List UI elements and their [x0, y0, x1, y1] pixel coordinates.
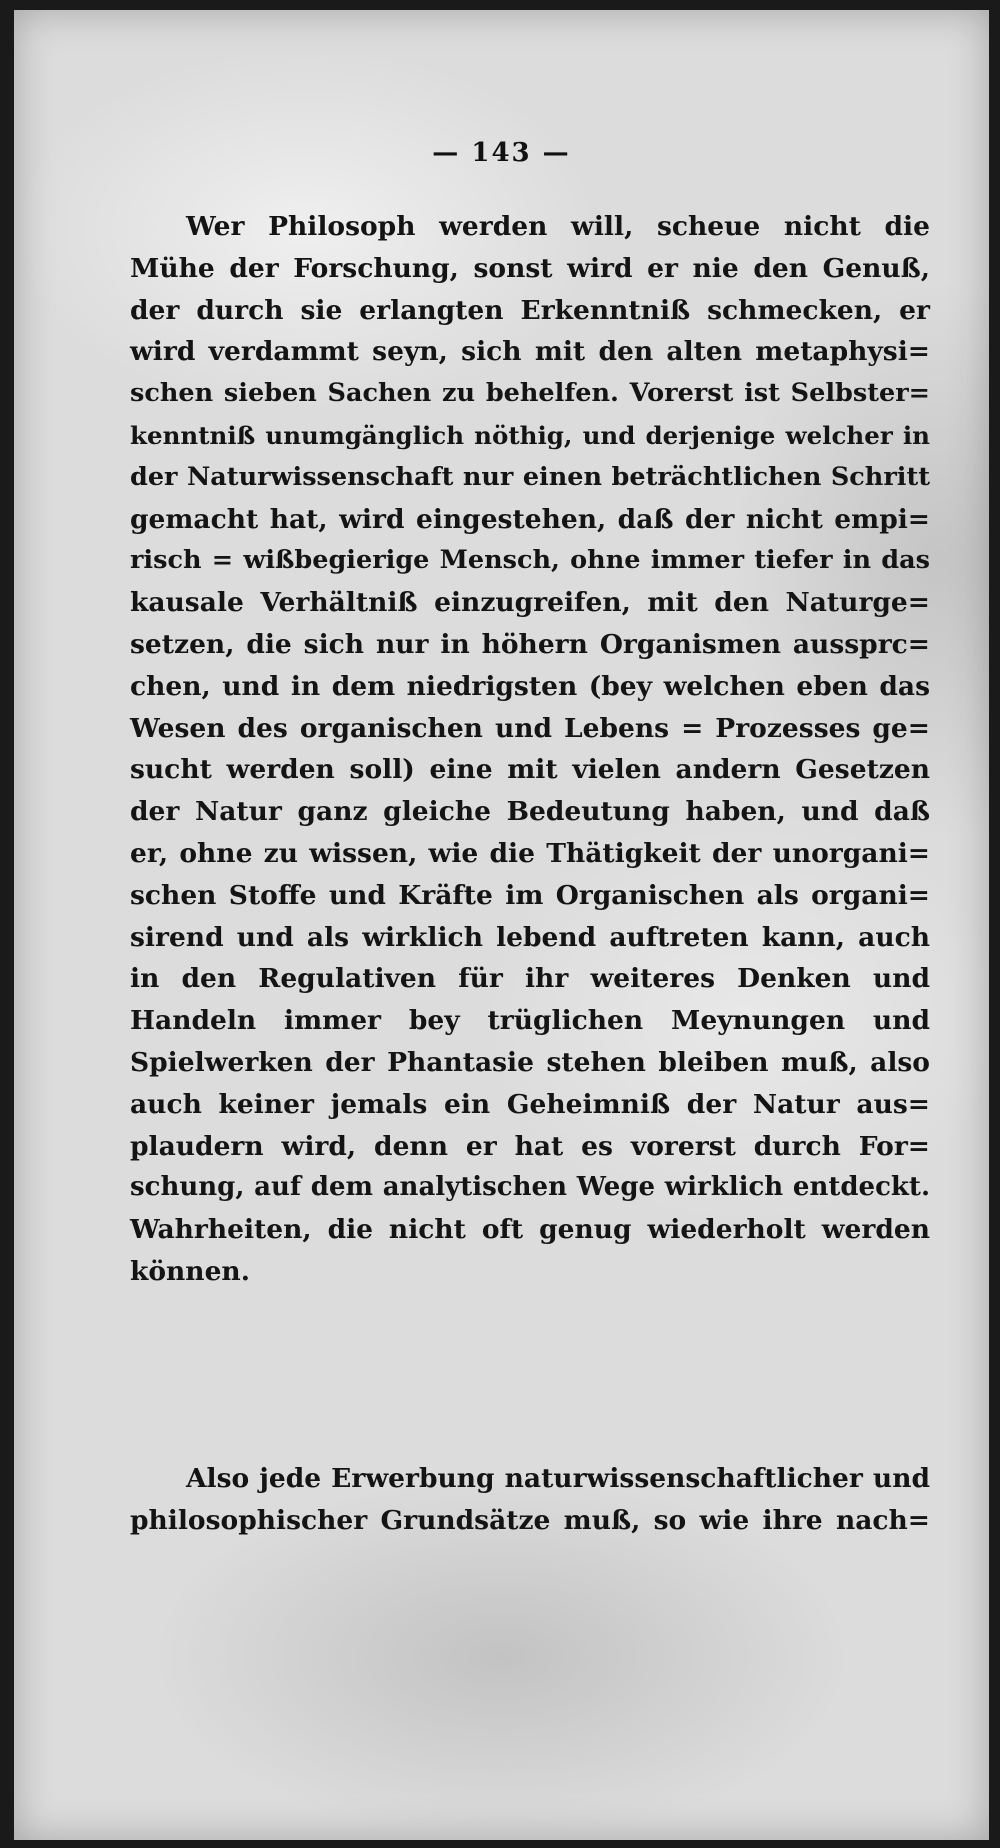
page-number: — 143 — — [432, 138, 571, 168]
paragraph-2 — [130, 1458, 930, 1542]
text-line: Wahrheiten, die nicht oft genug wiederholt werden — [130, 1214, 930, 1246]
text-line: kenntniß unumgänglich nöthig, und derjenige welcher in — [130, 420, 930, 450]
text-line: sucht werden soll) eine mit vielen andern Gesetzen — [130, 754, 930, 786]
text-line: chen, und in dem niedrigsten (bey welchen eben das — [130, 670, 930, 702]
text-line: Also jede Erwerbung naturwissenschaftlicher und — [186, 1463, 930, 1494]
text-line: er, ohne zu wissen, wie die Thätigkeit der unorgani= — [130, 837, 930, 869]
text-line: in den Regulativen für ihr weiteres Denken und — [130, 963, 930, 995]
text-line: der durch sie erlangten Erkenntniß schmecken, er — [130, 294, 930, 326]
text-line: der Naturwissenschaft nur einen beträchtlichen Schritt — [130, 461, 930, 492]
text-line: philosophischer Grundsätze muß, so wie ihre nach= — [130, 1504, 930, 1536]
text-line: auch keiner jemals ein Geheimniß der Natur aus= — [130, 1088, 930, 1120]
text-line: setzen, die sich nur in höhern Organismen aussprc= — [130, 628, 930, 660]
paragraph-1 — [130, 206, 930, 1293]
text-line: sirend und als wirklich lebend auftreten kann, auch — [130, 921, 930, 953]
text-line: können. — [130, 1255, 250, 1287]
text-line: Handeln immer bey trüglichen Meynungen und — [130, 1005, 930, 1037]
text-line: schen sieben Sachen zu behelfen. Vorerst ist Selbster= — [130, 378, 930, 409]
text-line: kausale Verhältniß einzugreifen, mit den Naturge= — [130, 587, 930, 619]
text-line: risch = wißbegierige Mensch, ohne immer tiefer in das — [130, 545, 930, 576]
text-line: wird verdammt seyn, sich mit den alten metaphysi= — [130, 336, 930, 368]
text-line: plaudern wird, denn er hat es vorerst durch For= — [130, 1130, 930, 1162]
text-line: der Natur ganz gleiche Bedeutung haben, und daß — [130, 796, 930, 828]
text-line: Wer Philosoph werden will, scheue nicht die — [186, 211, 930, 242]
text-line: schung, auf dem analytischen Wege wirklich entdeckt. — [130, 1172, 930, 1203]
text-line: Wesen des organischen und Lebens = Prozesses ge= — [130, 712, 930, 744]
text-line: Mühe der Forschung, sonst wird er nie den Genuß, — [130, 252, 930, 284]
text-line: schen Stoffe und Kräfte im Organischen als organi= — [130, 879, 930, 911]
text-line: gemacht hat, wird eingestehen, daß der nicht empi= — [130, 503, 930, 535]
text-line: Spielwerken der Phantasie stehen bleiben muß, also — [130, 1046, 930, 1078]
book-page — [14, 10, 989, 1840]
